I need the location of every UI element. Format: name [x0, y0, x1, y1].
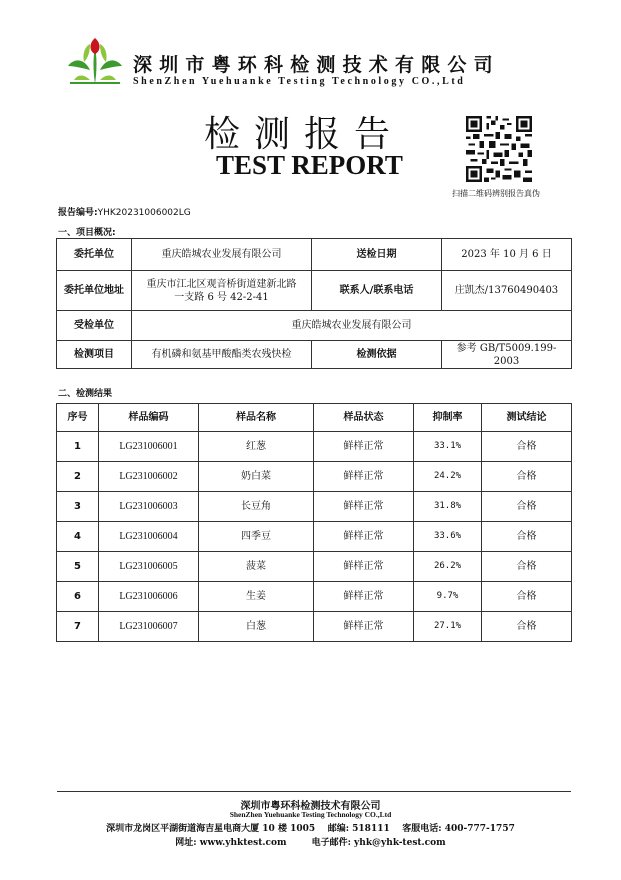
qr-caption: 扫描二维码辨别报告真伪 [452, 189, 540, 198]
col-header-inhibition-rate: 抑制率 [414, 404, 482, 432]
table-row [57, 462, 572, 492]
sample-state: 鲜样正常 [314, 462, 414, 492]
test-basis-value: 参考 GB/T5009.199-2003 [442, 341, 572, 369]
sample-name: 长豆角 [199, 492, 314, 522]
sample-name: 菠菜 [199, 552, 314, 582]
section-test-results-title: 二、检测结果 [58, 389, 113, 399]
logo-sprout-left-icon [83, 44, 90, 62]
footer-email[interactable]: yhk@yhk-test.com [354, 838, 446, 848]
report-number [58, 205, 191, 218]
results-header-row [57, 404, 572, 432]
sample-code: LG231006006 [99, 582, 199, 612]
table-row [57, 552, 572, 582]
row-number: 6 [57, 582, 99, 612]
col-header-conclusion: 测试结论 [482, 404, 572, 432]
info-row-client [57, 239, 572, 271]
row-number: 3 [57, 492, 99, 522]
sample-code: LG231006004 [99, 522, 199, 552]
col-header-sample-state: 样品状态 [314, 404, 414, 432]
table-row [57, 522, 572, 552]
footer-postcode-label: 邮编: [327, 824, 350, 834]
sample-name: 红葱 [199, 432, 314, 462]
table-row [57, 492, 572, 522]
report-title-cn: 检测报告 [204, 114, 405, 155]
sample-name: 生姜 [199, 582, 314, 612]
test-conclusion: 合格 [482, 432, 572, 462]
section-project-overview-title: 一、项目概况: [58, 228, 116, 238]
project-info-table [56, 238, 572, 369]
client-address-value [132, 271, 312, 311]
inhibition-rate: 33.6% [414, 522, 482, 552]
row-number: 4 [57, 522, 99, 552]
inhibition-rate: 33.1% [414, 432, 482, 462]
footer-website[interactable]: www.yhktest.com [199, 838, 287, 848]
client-address-line1: 重庆市江北区观音桥街道建新北路 [146, 278, 297, 290]
report-number-value: YHK20231006002LG [97, 208, 191, 218]
inspected-unit-label: 受检单位 [57, 311, 132, 341]
contact-value: 庄凯杰/13760490403 [442, 271, 572, 311]
inhibition-rate: 24.2% [414, 462, 482, 492]
test-conclusion: 合格 [482, 582, 572, 612]
footer-hotline: 400-777-1757 [444, 824, 515, 834]
test-conclusion: 合格 [482, 612, 572, 642]
test-conclusion: 合格 [482, 522, 572, 552]
test-conclusion: 合格 [482, 462, 572, 492]
col-header-sample-name: 样品名称 [199, 404, 314, 432]
row-number: 2 [57, 462, 99, 492]
submit-date-value: 2023 年 10 月 6 日 [442, 239, 572, 271]
sample-state: 鲜样正常 [314, 492, 414, 522]
client-value: 重庆皓城农业发展有限公司 [132, 239, 312, 271]
table-row [57, 582, 572, 612]
client-label: 委托单位 [57, 239, 132, 271]
sample-state: 鲜样正常 [314, 522, 414, 552]
sample-code: LG231006003 [99, 492, 199, 522]
sample-name: 四季豆 [199, 522, 314, 552]
footer-hotline-label: 客服电话: [402, 824, 442, 834]
footer-address: 深圳市龙岗区平湖街道海吉星电商大厦 10 楼 1005 [106, 824, 316, 834]
sample-name: 奶白菜 [199, 462, 314, 492]
logo-leaf-left-small-icon [74, 76, 90, 81]
sample-code: LG231006001 [99, 432, 199, 462]
company-logo [64, 36, 126, 88]
sample-state: 鲜样正常 [314, 432, 414, 462]
logo-flame-icon [90, 38, 99, 54]
logo-leaf-right-small-icon [100, 76, 116, 81]
test-conclusion: 合格 [482, 492, 572, 522]
qr-code-icon [466, 116, 532, 182]
info-row-test-item [57, 341, 572, 369]
inhibition-rate: 31.8% [414, 492, 482, 522]
footer-contact-line [0, 835, 621, 848]
row-number: 1 [57, 432, 99, 462]
client-address-line2: 一支路 6 号 42-2-41 [174, 291, 269, 303]
sample-code: LG231006007 [99, 612, 199, 642]
logo-ground-icon [70, 82, 120, 84]
footer-email-label: 电子邮件: [311, 838, 351, 848]
sample-state: 鲜样正常 [314, 582, 414, 612]
test-basis-label: 检测依据 [312, 341, 442, 369]
logo-sprout-right-icon [100, 44, 107, 62]
footer-company-en: ShenZhen Yuehuanke Testing Technology CO.,Ltd [229, 810, 392, 819]
test-item-label: 检测项目 [57, 341, 132, 369]
report-title-en: TEST REPORT [216, 150, 403, 180]
test-conclusion: 合格 [482, 552, 572, 582]
sample-code: LG231006005 [99, 552, 199, 582]
client-address-label: 委托单位地址 [57, 271, 132, 311]
sample-state: 鲜样正常 [314, 612, 414, 642]
footer-postcode: 518111 [352, 824, 390, 834]
row-number: 7 [57, 612, 99, 642]
submit-date-label: 送检日期 [312, 239, 442, 271]
logo-leaf-left-icon [68, 60, 90, 70]
info-row-address [57, 271, 572, 311]
col-header-sample-code: 样品编码 [99, 404, 199, 432]
test-item-value: 有机磷和氨基甲酸酯类农残快检 [132, 341, 312, 369]
col-header-no: 序号 [57, 404, 99, 432]
footer-address-line [0, 821, 621, 834]
row-number: 5 [57, 552, 99, 582]
footer-website-label: 网址: [175, 838, 197, 848]
contact-label: 联系人/联系电话 [312, 271, 442, 311]
inhibition-rate: 27.1% [414, 612, 482, 642]
table-row [57, 612, 572, 642]
footer-divider [57, 791, 571, 792]
sample-name: 白葱 [199, 612, 314, 642]
sample-code: LG231006002 [99, 462, 199, 492]
results-body [57, 432, 572, 642]
sample-state: 鲜样正常 [314, 552, 414, 582]
company-name-cn: 深圳市粤环科检测技术有限公司 [133, 54, 500, 76]
inhibition-rate: 26.2% [414, 552, 482, 582]
report-number-label: 报告编号: [58, 208, 98, 218]
inhibition-rate: 9.7% [414, 582, 482, 612]
table-row [57, 432, 572, 462]
company-name-en: ShenZhen Yuehuanke Testing Technology CO.,Ltd [133, 76, 466, 87]
info-row-inspected [57, 311, 572, 341]
test-results-table [56, 403, 572, 642]
logo-leaf-right-icon [100, 60, 122, 70]
footer-company-cn: 深圳市粤环科检测技术有限公司 [240, 801, 381, 812]
inspected-unit-value: 重庆皓城农业发展有限公司 [132, 311, 572, 341]
